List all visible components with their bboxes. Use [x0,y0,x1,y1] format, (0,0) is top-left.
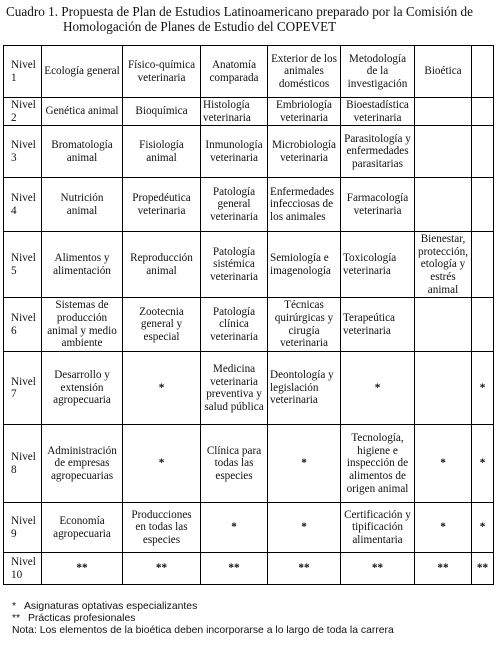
subject-cell: Reproducción animal [123,232,201,298]
level-cell [4,46,42,98]
level-label: Nivel [11,192,36,205]
level-cell [4,503,42,553]
subject-cell: Zootecnia general y especial [123,298,201,352]
subject-cell: Bioquímica [123,98,201,126]
subject-cell: Certificación y tipificación alimentaria [341,503,415,553]
subject-cell [472,298,494,352]
subject-cell: Patología sistémica veterinaria [201,232,268,298]
marker-cell: * [201,503,268,553]
table-row [4,126,494,178]
table-body [4,46,494,585]
level-cell [4,98,42,126]
subject-cell: Patología clínica veterinaria [201,298,268,352]
footnote-symbol: * [12,601,17,612]
subject-cell: Enfermedades infecciosas de los animales [268,178,341,232]
subject-cell [472,178,494,232]
marker-cell: * [472,352,494,425]
footnote-text: Prácticas profesionales [28,613,136,625]
footnote-2 [12,613,492,625]
marker-cell: ** [268,553,341,585]
level-label: Nivel [11,556,36,569]
marker-cell: ** [472,553,494,585]
marker-cell: * [415,425,472,503]
footnote-symbol: ** [12,613,21,625]
subject-cell: Deontología y legislación veterinaria [268,352,341,425]
level-label: Nivel [11,375,36,388]
table-row [4,232,494,298]
subject-cell: Inmunología veterinaria [201,126,268,178]
table-row [4,503,494,553]
subject-cell: Metodología de la investigación [341,46,415,98]
level-cell [4,425,42,503]
marker-cell: * [341,352,415,425]
level-label: Nivel [11,58,36,71]
subject-cell: Semiología e imagenología [268,232,341,298]
subject-cell: Economía agropecuaria [42,503,123,553]
subject-cell [472,126,494,178]
table-caption [6,4,490,34]
subject-cell: Fisiología animal [123,126,201,178]
subject-cell: Medicina veterinaria preventiva y salud pública [201,352,268,425]
level-cell [4,126,42,178]
subject-cell: Bioética [415,46,472,98]
level-cell [4,352,42,425]
curriculum-table [3,45,494,585]
level-number: 10 [11,568,23,581]
subject-cell: Sistemas de producción animal y medio ambiente [42,298,123,352]
subject-cell: Exterior de los animales domésticos [268,46,341,98]
subject-cell [415,352,472,425]
subject-cell: Propedéutica veterinaria [123,178,201,232]
footnote-text: Asignaturas optativas especializantes [24,601,198,612]
level-number: 1 [11,71,17,84]
marker-cell: ** [201,553,268,585]
footnote-text: Nota: Los elementos de la bioética deben incorporarse a lo largo de toda la carrera [12,625,394,637]
table-row [4,352,494,425]
subject-cell: Patología general veterinaria [201,178,268,232]
level-label: Nivel [11,252,36,265]
level-label: Nivel [11,451,36,464]
subject-cell: Administración de empresas agropecuarias [42,425,123,503]
marker-cell: * [415,503,472,553]
marker-cell: * [472,503,494,553]
subject-cell [415,126,472,178]
subject-cell: Genética animal [42,98,123,126]
subject-cell: Embriología veterinaria [268,98,341,126]
subject-cell [415,98,472,126]
caption-line-2: Homologación de Planes de Estudio del COPEVET [63,19,337,34]
table-row [4,98,494,126]
subject-cell: Ecología general [42,46,123,98]
level-number: 8 [11,463,17,476]
marker-cell: * [268,503,341,553]
level-cell [4,232,42,298]
level-number: 5 [11,264,17,277]
level-number: 6 [11,324,17,337]
table-row [4,425,494,503]
subject-cell: Microbiología veterinaria [268,126,341,178]
level-cell [4,178,42,232]
level-number: 3 [11,151,17,164]
subject-cell: Alimentos y alimentación [42,232,123,298]
subject-cell [415,178,472,232]
marker-cell: ** [341,553,415,585]
level-label: Nivel [11,515,36,528]
subject-cell: Técnicas quirúrgicas y cirugía veterinaria [268,298,341,352]
subject-cell [415,298,472,352]
caption-line-1: Cuadro 1. Propuesta de Plan de Estudios Latinoamericano preparado por la Comisión de [6,4,473,19]
subject-cell [472,232,494,298]
level-number: 2 [11,111,17,124]
level-number: 9 [11,527,17,540]
level-number: 4 [11,204,17,217]
table-row [4,46,494,98]
level-label: Nivel [11,139,36,152]
footnote-3 [12,625,492,637]
marker-cell: ** [123,553,201,585]
level-cell [4,553,42,585]
marker-cell: * [268,425,341,503]
subject-cell: Parasitología y enfermedades parasitarias [341,126,415,178]
marker-cell: ** [415,553,472,585]
table-row [4,553,494,585]
footnote-1 [12,601,492,613]
subject-cell: Nutrición animal [42,178,123,232]
subject-cell: Tecnología, higiene e inspección de alimentos de origen animal [341,425,415,503]
subject-cell: Producciones en todas las especies [123,503,201,553]
subject-cell [472,98,494,126]
subject-cell: Desarrollo y extensión agropecuaria [42,352,123,425]
level-label: Nivel [11,312,36,325]
subject-cell: Terapeútica veterinaria [341,298,415,352]
subject-cell: Bioestadística veterinaria [341,98,415,126]
table-row [4,298,494,352]
subject-cell: Clínica para todas las especies [201,425,268,503]
subject-cell: Farmacología veterinaria [341,178,415,232]
level-cell [4,298,42,352]
subject-cell: Toxicología veterinaria [341,232,415,298]
level-label: Nivel [11,99,36,111]
subject-cell: Físico-química veterinaria [123,46,201,98]
subject-cell: Bromatología animal [42,126,123,178]
subject-cell: Anatomía comparada [201,46,268,98]
marker-cell: * [472,425,494,503]
subject-cell [472,46,494,98]
footnotes [12,601,492,638]
level-number: 7 [11,388,17,401]
marker-cell: * [123,425,201,503]
subject-cell: Histología veterinaria [201,98,268,126]
subject-cell: Bienestar, protección, etología y estrés animal [415,232,472,298]
marker-cell: * [123,352,201,425]
marker-cell: ** [42,553,123,585]
table-row [4,178,494,232]
